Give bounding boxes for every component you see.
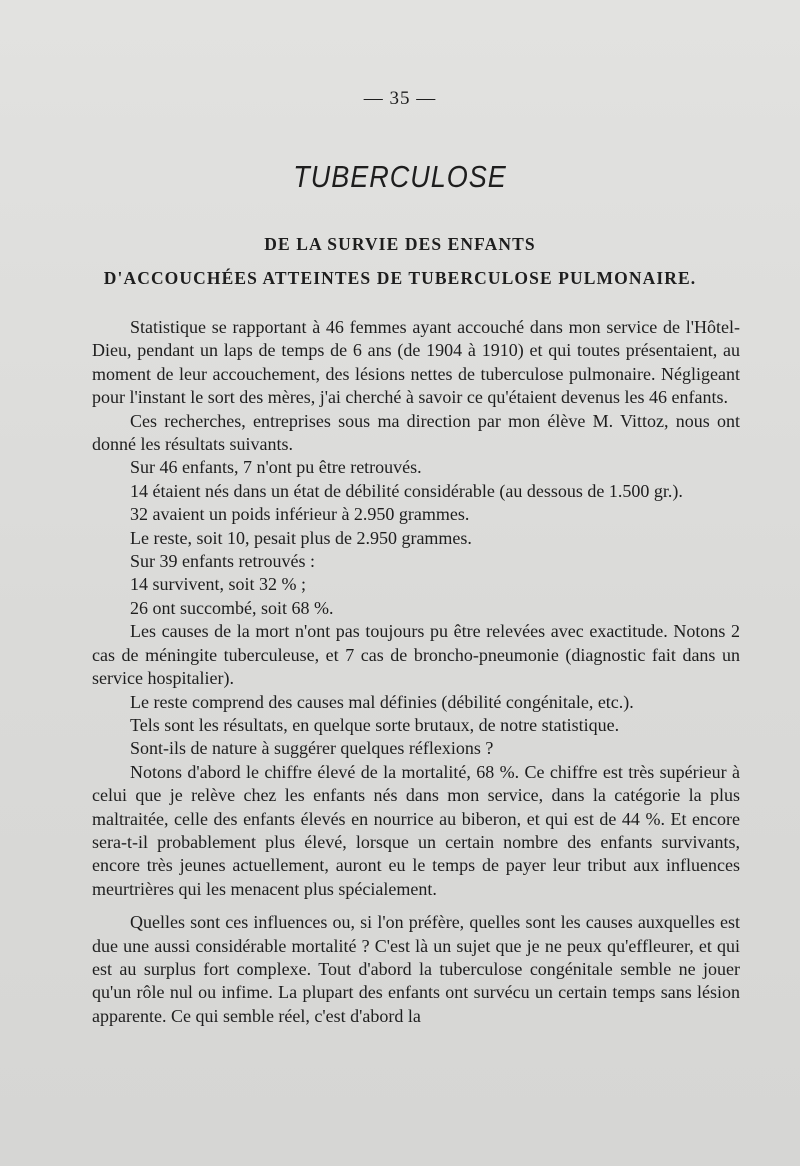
paragraph-rest: Le reste comprend des causes mal définies (débilité congénitale, etc.). xyxy=(130,691,634,712)
stat-line: Le reste, soit 10, pesait plus de 2.950 grammes. xyxy=(130,527,472,548)
paragraph-mortality: Notons d'abord le chiffre élevé de la mortalité, 68 %. Ce chiffre est très supérieur à celui que je relève chez les enfants nés dans mon service, dans la catégorie la plus maltraitée, celle des enfants élevés en nourrice au biberon, et qui est de 44 %. Et encore sera-t-il probablement plus élevé, lorsque un certain nombre des enfants survivants, encore très jeunes actuellement, auront eu le temps de payer leur tribut aux influences meurtrières qui les menacent plus spécialement. xyxy=(92,761,740,899)
stat-line: 14 étaient nés dans un état de débilité considérable (au dessous de 1.500 gr.). xyxy=(130,480,683,501)
stat-line: 26 ont succombé, soit 68 %. xyxy=(130,597,334,618)
page-number: — 35 — xyxy=(363,88,437,109)
paragraph-question: Sont-ils de nature à suggérer quelques réflexions ? xyxy=(130,738,494,759)
stat-line: 14 survivent, soit 32 % ; xyxy=(130,574,306,595)
paragraph-results: Tels sont les résultats, en quelque sorte brutaux, de notre statistique. xyxy=(130,714,620,735)
article-heading-line-2: D'ACCOUCHÉES ATTEINTES DE TUBERCULOSE PULMONAIRE. xyxy=(103,268,697,288)
article-heading-line-1: DE LA SURVIE DES ENFANTS xyxy=(264,234,536,254)
section-title: TUBERCULOSE xyxy=(293,160,507,194)
paragraph-intro: Statistique se rapportant à 46 femmes ayant accouché dans mon service de l'Hôtel-Dieu, pendant un laps de temps de 6 ans (de 1904 à 1910) et qui toutes présentaient, au moment de leur accouchement, des lésions nettes de tuberculose pulmonaire. Négligeant pour l'instant le sort des mères, j'ai cherché à savoir ce qu'étaient devenus les 46 enfants. xyxy=(92,317,740,408)
article-body xyxy=(92,316,740,1028)
paragraph-influences: Quelles sont ces influences ou, si l'on préfère, quelles sont les causes auxquelles est due une aussi considérable mortalité ? C'est là un sujet que je ne peux qu'effleurer, et qui est au surplus fort complexe. Tout d'abord la tuberculose congénitale semble ne jouer qu'un rôle nul ou infime. La plupart des enfants ont survécu un certain temps sans lésion apparente. Ce qui semble réel, c'est d'abord la xyxy=(92,912,740,1026)
stat-line: 32 avaient un poids inférieur à 2.950 grammes. xyxy=(130,504,470,525)
paragraph-research: Ces recherches, entreprises sous ma direction par mon élève M. Vittoz, nous ont donné les résultats suivants. xyxy=(92,410,740,455)
paragraph-causes: Les causes de la mort n'ont pas toujours pu être relevées avec exactitude. Notons 2 cas de méningite tuberculeuse, et 7 cas de broncho-pneumonie (diagnostic fait dans un service hospitalier). xyxy=(92,621,740,689)
stat-line: Sur 46 enfants, 7 n'ont pu être retrouvés. xyxy=(130,457,422,478)
stat-line: Sur 39 enfants retrouvés : xyxy=(130,551,315,572)
